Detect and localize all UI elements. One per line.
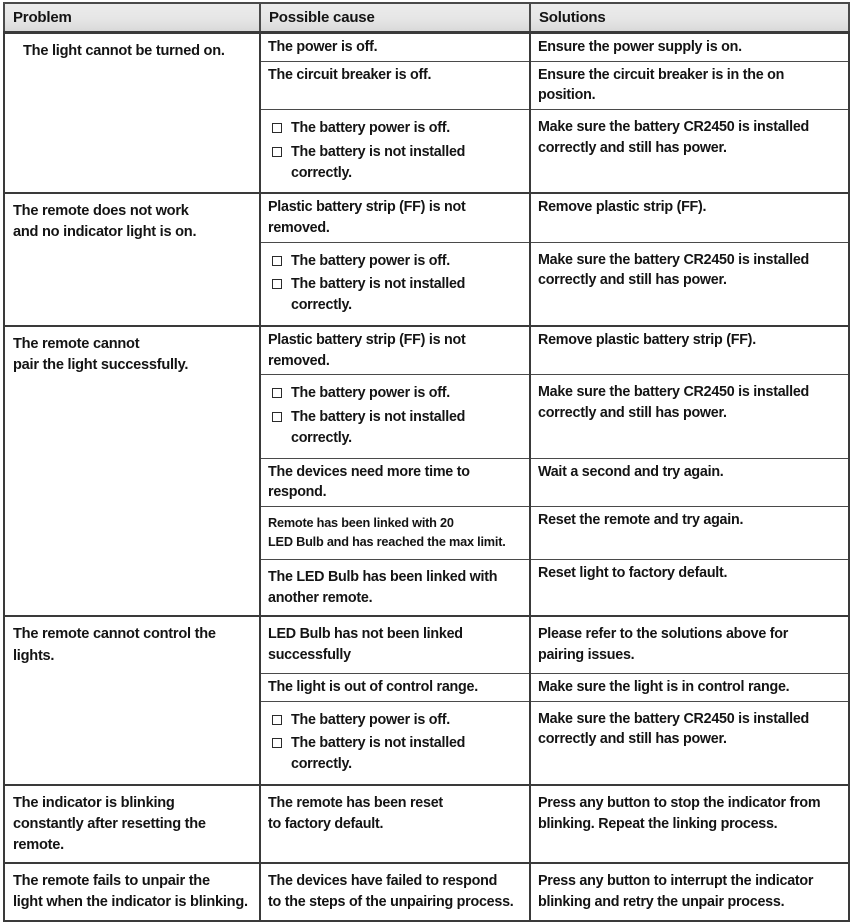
column-header-solutions: Solutions: [530, 3, 849, 33]
possible-cause-cell: [260, 701, 530, 785]
text-line: Press any button to stop the indicator from: [538, 794, 821, 811]
multiline-text: [268, 793, 524, 834]
table-body: [4, 33, 849, 921]
text-line: to the steps of the unpairing process.: [268, 893, 514, 910]
multiline-text: [538, 382, 843, 423]
solution-cell: Make sure the light is in control range.: [530, 673, 849, 701]
multiline-text: [538, 624, 843, 665]
multiline-text: [13, 793, 253, 856]
checkbox-list-item[interactable]: [268, 406, 524, 450]
text-line: blinking and retry the unpair process.: [538, 893, 785, 910]
checkbox-list-item[interactable]: [268, 709, 524, 733]
problem-cell: [4, 863, 260, 920]
text-line: and no indicator light is on.: [13, 224, 197, 241]
solution-cell: [530, 785, 849, 863]
multiline-text: [13, 334, 253, 376]
possible-cause-cell: The light is out of control range.: [260, 673, 530, 701]
text-line: light when the indicator is blinking.: [13, 894, 248, 911]
table-row: [4, 193, 849, 242]
checkbox-list-item[interactable]: [268, 382, 524, 406]
checkbox-square-icon[interactable]: [272, 123, 282, 133]
text-line: LED Bulb and has reached the max limit.: [268, 534, 506, 549]
checkbox-item-label: The battery power is off.: [291, 120, 450, 137]
table-row: [4, 33, 849, 62]
troubleshooting-table: [3, 2, 850, 922]
multiline-text: [538, 793, 843, 834]
text-line: The remote fails to unpair the: [13, 873, 210, 890]
checkbox-list: [268, 117, 524, 185]
text-line: Make sure the battery CR2450 is installed: [538, 710, 810, 727]
checkbox-list-item[interactable]: [268, 273, 524, 317]
text-line: LED Bulb has not been linked: [268, 626, 463, 643]
text-line: successfully: [268, 647, 351, 664]
multiline-text: [268, 514, 524, 552]
text-line: The indicator is blinking: [13, 794, 175, 811]
text-line: The remote has been reset: [268, 794, 443, 811]
solution-cell: Wait a second and try again.: [530, 458, 849, 506]
solution-cell: Ensure the circuit breaker is in the on position.: [530, 61, 849, 109]
text-line: lights.: [13, 647, 55, 664]
solution-cell: [530, 110, 849, 194]
possible-cause-cell: The devices need more time to respond.: [260, 458, 530, 506]
checkbox-square-icon[interactable]: [272, 279, 282, 289]
checkbox-list: [268, 382, 524, 450]
text-line: correctly and still has power.: [538, 272, 727, 289]
possible-cause-cell: [260, 110, 530, 194]
multiline-text: [13, 201, 253, 243]
text-line: The devices have failed to respond: [268, 873, 498, 890]
table-row: [4, 326, 849, 375]
text-line: The remote cannot: [13, 335, 140, 352]
multiline-text: [268, 624, 524, 665]
text-line: pairing issues.: [538, 647, 635, 664]
checkbox-item-label: The battery power is off.: [291, 385, 450, 402]
possible-cause-cell: [260, 863, 530, 920]
table-row: [4, 785, 849, 863]
checkbox-list-item[interactable]: [268, 117, 524, 141]
text-line: Make sure the battery CR2450 is installed: [538, 384, 810, 401]
text-line: Make sure the battery CR2450 is installed: [538, 119, 810, 136]
solution-cell: [530, 701, 849, 785]
checkbox-item-label: The battery is not installed correctly.: [291, 409, 466, 446]
text-line: correctly and still has power.: [538, 139, 727, 156]
text-line: Press any button to interrupt the indicator: [538, 873, 814, 890]
checkbox-square-icon[interactable]: [272, 388, 282, 398]
possible-cause-cell: The power is off.: [260, 33, 530, 62]
possible-cause-cell: [260, 785, 530, 863]
checkbox-list-item[interactable]: [268, 141, 524, 185]
text-line: Remote has been linked with 20: [268, 515, 454, 530]
multiline-text: [538, 250, 843, 291]
table-row: [4, 616, 849, 673]
checkbox-square-icon[interactable]: [272, 412, 282, 422]
text-line: The remote cannot control the: [13, 626, 216, 643]
table-row: [4, 863, 849, 920]
checkbox-item-label: The battery is not installed correctly.: [291, 735, 466, 773]
checkbox-item-label: The battery is not installed correctly.: [291, 276, 466, 314]
checkbox-list-item[interactable]: [268, 250, 524, 274]
column-header-problem: Problem: [4, 3, 260, 33]
possible-cause-cell: Plastic battery strip (FF) is not removed.: [260, 326, 530, 375]
checkbox-item-label: The battery power is off.: [291, 711, 450, 728]
checkbox-list: [268, 709, 524, 777]
text-line: correctly and still has power.: [538, 731, 727, 748]
multiline-text: [538, 709, 843, 750]
possible-cause-cell: [260, 616, 530, 673]
problem-cell: [4, 326, 260, 617]
text-line: to factory default.: [268, 815, 384, 832]
troubleshooting-table-container: [3, 2, 853, 922]
possible-cause-cell: [260, 506, 530, 559]
header-row: [4, 3, 849, 33]
multiline-text: [268, 567, 524, 608]
checkbox-square-icon[interactable]: [272, 715, 282, 725]
solution-cell: [530, 616, 849, 673]
possible-cause-cell: [260, 242, 530, 326]
checkbox-item-label: The battery is not installed correctly.: [291, 143, 466, 181]
checkbox-square-icon[interactable]: [272, 147, 282, 157]
table-header: [4, 3, 849, 33]
text-line: The remote does not work: [13, 203, 189, 220]
problem-cell: The light cannot be turned on.: [4, 33, 260, 194]
text-line: Please refer to the solutions above for: [538, 626, 789, 643]
column-header-possible-cause: Possible cause: [260, 3, 530, 33]
multiline-text: [538, 871, 843, 912]
problem-cell: [4, 193, 260, 326]
solution-cell: Remove plastic battery strip (FF).: [530, 326, 849, 375]
solution-cell: [530, 375, 849, 458]
solution-cell: [530, 863, 849, 920]
checkbox-square-icon[interactable]: [272, 738, 282, 748]
solution-cell: Ensure the power supply is on.: [530, 33, 849, 62]
checkbox-list: [268, 250, 524, 318]
text-line: The LED Bulb has been linked with: [268, 569, 498, 586]
possible-cause-cell: Plastic battery strip (FF) is not removed.: [260, 193, 530, 242]
text-line: correctly and still has power.: [538, 405, 727, 422]
text-line: another remote.: [268, 589, 373, 606]
problem-cell: [4, 616, 260, 784]
text-line: blinking. Repeat the linking process.: [538, 815, 778, 832]
text-line: pair the light successfully.: [13, 357, 189, 374]
solution-cell: Reset light to factory default.: [530, 560, 849, 617]
solution-cell: Remove plastic strip (FF).: [530, 193, 849, 242]
checkbox-list-item[interactable]: [268, 732, 524, 776]
checkbox-item-label: The battery power is off.: [291, 252, 450, 269]
text-line: constantly after resetting the: [13, 815, 206, 832]
multiline-text: [13, 871, 253, 913]
solution-cell: [530, 242, 849, 326]
text-line: Make sure the battery CR2450 is installed: [538, 251, 810, 268]
possible-cause-cell: The circuit breaker is off.: [260, 61, 530, 109]
possible-cause-cell: [260, 560, 530, 617]
solution-cell: Reset the remote and try again.: [530, 506, 849, 559]
multiline-text: [268, 871, 524, 912]
checkbox-square-icon[interactable]: [272, 256, 282, 266]
problem-cell: [4, 785, 260, 863]
multiline-text: [13, 624, 253, 666]
multiline-text: [538, 117, 843, 158]
possible-cause-cell: [260, 375, 530, 458]
text-line: remote.: [13, 837, 64, 854]
